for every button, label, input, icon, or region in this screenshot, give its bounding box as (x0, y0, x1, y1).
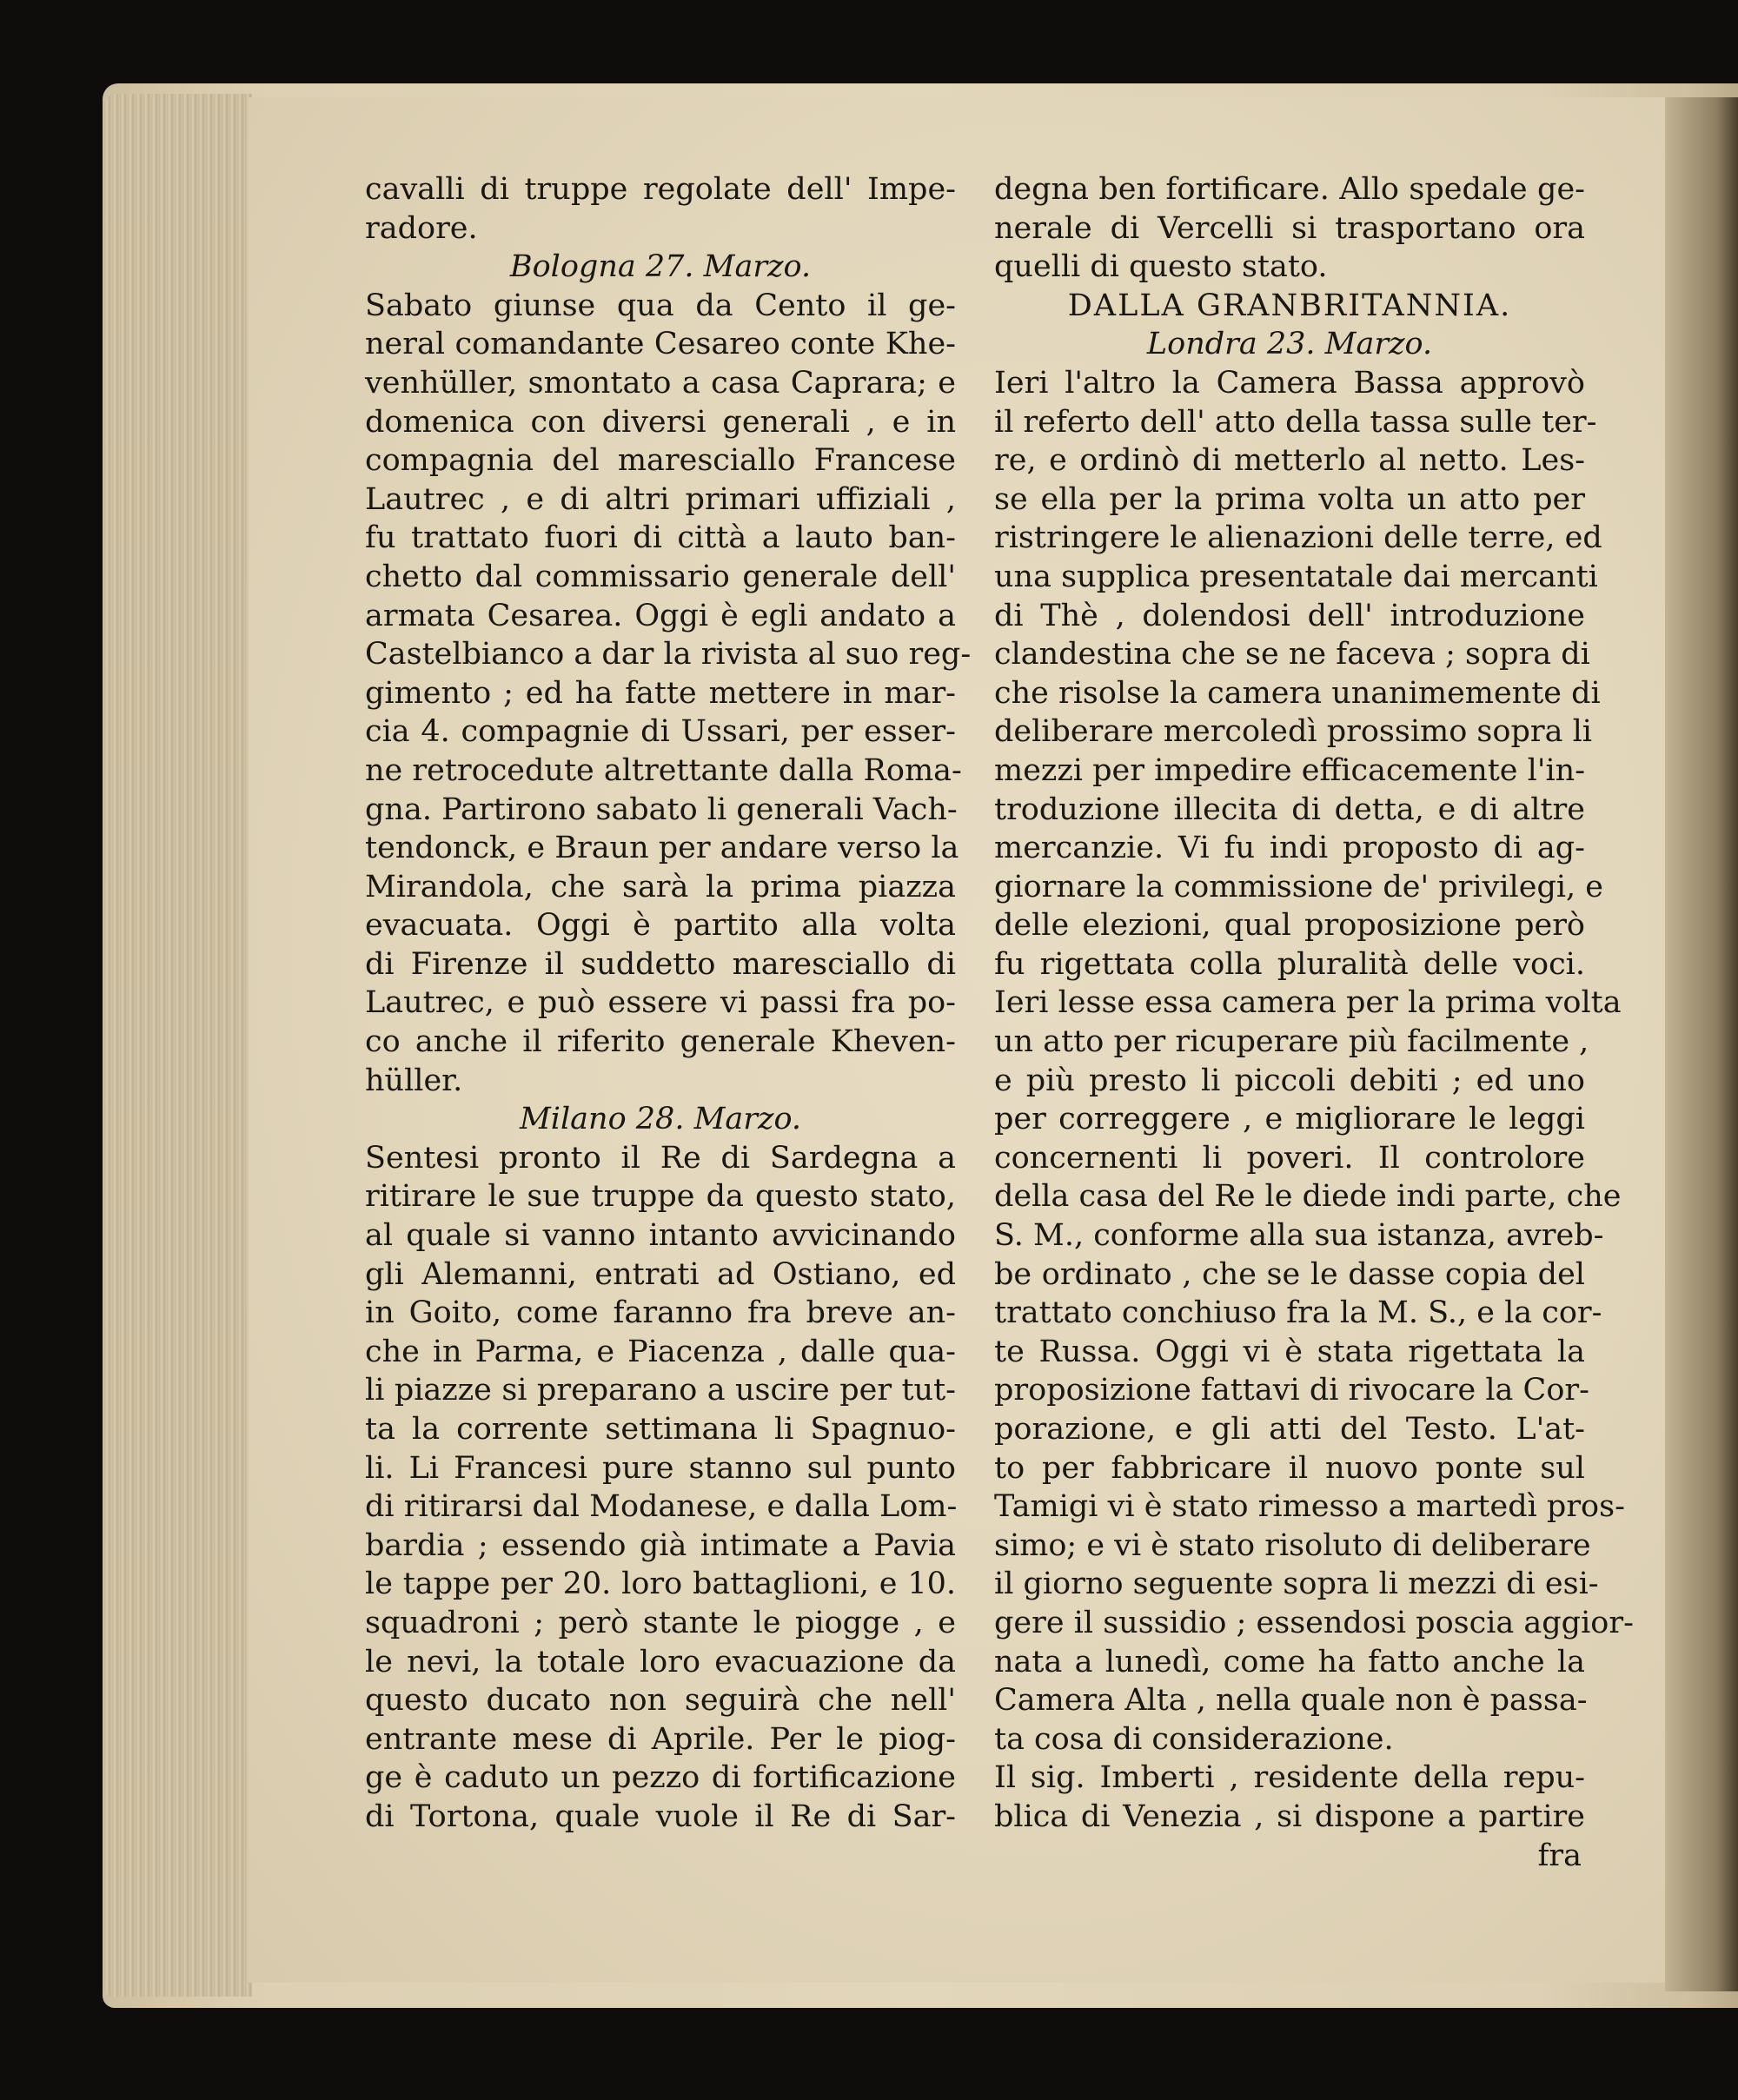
text-line: co anche il riferito generale Kheven- (365, 1024, 956, 1060)
page-edges (104, 94, 252, 1997)
text-line: venhüller, smontato a casa Caprara; e (365, 365, 956, 401)
text-line: che risolse la camera unanimemente di (994, 675, 1601, 711)
text-line: Sentesi pronto il Re di Sardegna a (365, 1140, 956, 1176)
text-line: le tappe per 20. loro battaglioni, e 10. (365, 1567, 956, 1602)
text-line: Mirandola, che sarà la prima piazza (365, 869, 956, 904)
text-line: troduzione illecita di detta, e di altre (994, 792, 1585, 827)
text-line: Lautrec, e può essere vi passi fra po- (365, 985, 956, 1021)
text-line: chetto dal commissario generale dell' (365, 559, 956, 594)
text-line: un atto per ricuperare più facilmente , (994, 1024, 1589, 1060)
text-line: concernenti li poveri. Il controlore (994, 1140, 1585, 1176)
text-line: questo ducato non seguirà che nell' (365, 1683, 956, 1719)
dateline: Milano 28. Marzo. (519, 1102, 802, 1137)
text-line: fu rigettata colla pluralità delle voci. (994, 946, 1585, 982)
text-line: cavalli di truppe regolate dell' Impe- (365, 172, 956, 207)
right-column (994, 170, 1634, 1875)
text-line: evacuata. Oggi è partito alla volta (365, 908, 956, 944)
text-line: nata a lunedì, come ha fatto anche la (994, 1644, 1585, 1679)
text-line: simo; e vi è stato risoluto di deliberare (994, 1527, 1591, 1563)
text-line: e più presto li piccoli debiti ; ed uno (994, 1063, 1585, 1098)
text-line: entrante mese di Aprile. Per le piog- (365, 1721, 956, 1757)
text-line: Lautrec , e di altri primari uffiziali , (365, 481, 956, 517)
text-line: della casa del Re le diede indi parte, che (994, 1179, 1622, 1215)
text-line: il referto dell' atto della tassa sulle ter- (994, 404, 1597, 440)
text-line: se ella per la prima volta un atto per (994, 481, 1585, 517)
text-line: Ieri lesse essa camera per la prima volta (994, 985, 1622, 1021)
text-line: re, e ordinò di metterlo al netto. Les- (994, 443, 1585, 479)
text-line: deliberare mercoledì prossimo sopra li (994, 714, 1592, 750)
text-line: di Tortona, quale vuole il Re di Sar- (365, 1799, 956, 1834)
text-line: di ritirarsi dal Modanese, e dalla Lom- (365, 1489, 958, 1525)
text-line: porazione, e gli atti del Testo. L'at- (994, 1412, 1585, 1447)
text-line: Castelbianco a dar la rivista al suo reg- (365, 637, 972, 672)
text-line: Tamigi vi è stato rimesso a martedì pros- (994, 1489, 1625, 1525)
text-line: be ordinato , che se le dasse copia del (994, 1256, 1585, 1292)
text-line: quelli di questo stato. (994, 249, 1328, 285)
text-line: hüller. (365, 1063, 463, 1098)
text-line: li. Li Francesi pure stanno sul punto (365, 1450, 956, 1486)
text-line: una supplica presentatale dai mercanti (994, 559, 1598, 594)
dateline: Bologna 27. Marzo. (509, 249, 812, 285)
text-line: domenica con diversi generali , e in (365, 404, 956, 440)
text-line: squadroni ; però stante le piogge , e (365, 1605, 956, 1640)
text-line: il giorno seguente sopra li mezzi di esi- (994, 1567, 1599, 1602)
text-line: gli Alemanni, entrati ad Ostiano, ed (365, 1256, 956, 1292)
text-line: neral comandante Cesareo conte Khe- (365, 327, 956, 362)
text-line: armata Cesarea. Oggi è egli andato a (365, 598, 956, 633)
text-line: gere il sussidio ; essendosi poscia aggior- (994, 1605, 1634, 1640)
text-line: fu trattato fuori di città a lauto ban- (365, 520, 956, 556)
dateline: Londra 23. Marzo. (1146, 327, 1433, 362)
text-line: nerale di Vercelli si trasportano ora (994, 210, 1585, 246)
text-line: delle elezioni, qual proposizione però (994, 908, 1585, 944)
text-line: gimento ; ed ha fatte mettere in mar- (365, 675, 956, 711)
text-line: tendonck, e Braun per andare verso la (365, 831, 959, 866)
text-line: ta la corrente settimana li Spagnuo- (365, 1412, 956, 1447)
text-line: di Thè , dolendosi dell' introduzione (994, 598, 1585, 633)
text-line: Il sig. Imberti , residente della repu- (994, 1760, 1585, 1796)
text-line: per correggere , e migliorare le leggi (994, 1102, 1585, 1137)
text-line: ge è caduto un pezzo di fortificazione (365, 1760, 956, 1796)
text-line: ta cosa di considerazione. (994, 1721, 1394, 1757)
text-line: in Goito, come faranno fra breve an- (365, 1295, 956, 1331)
text-line: S. M., conforme alla sua istanza, avreb- (994, 1218, 1604, 1254)
section-heading: DALLA GRANBRITANNIA. (1067, 288, 1512, 323)
text-line: blica di Venezia , si dispone a partire (994, 1799, 1585, 1834)
text-line: Ieri l'altro la Camera Bassa approvò (994, 365, 1585, 401)
text-line: mercanzie. Vi fu indi proposto di ag- (994, 831, 1585, 866)
text-line: gna. Partirono sabato li generali Vach- (365, 792, 958, 827)
text-line: le nevi, la totale loro evacuazione da (365, 1644, 956, 1679)
text-line: al quale si vanno intanto avvicinando (365, 1218, 956, 1254)
text-line: Sabato giunse qua da Cento il ge- (365, 288, 956, 323)
text-line: mezzi per impedire efficacemente l'in- (994, 752, 1586, 788)
catchword: fra (1537, 1838, 1582, 1873)
text-line: bardia ; essendo già intimate a Pavia (365, 1527, 956, 1563)
text-line: compagnia del maresciallo Francese (365, 443, 956, 479)
text-line: to per fabbricare il nuovo ponte sul (994, 1450, 1585, 1486)
text-line: ritirare le sue truppe da questo stato, (365, 1179, 956, 1215)
text-line: ne retrocedute altrettante dalla Roma- (365, 752, 962, 788)
text-line: trattato conchiuso fra la M. S., e la cor- (994, 1295, 1602, 1331)
text-line: clandestina che se ne faceva ; sopra di (994, 637, 1590, 672)
page-gutter-shadow (1665, 97, 1738, 1991)
text-line: che in Parma, e Piacenza , dalle qua- (365, 1334, 956, 1369)
text-line: giornare la commissione de' privilegi, e (994, 869, 1604, 904)
text-line: Camera Alta , nella quale non è passa- (994, 1683, 1588, 1719)
text-line: degna ben fortificare. Allo spedale ge- (994, 172, 1585, 207)
text-line: di Firenze il suddetto maresciallo di (365, 946, 956, 982)
text-line: proposizione fattavi di rivocare la Cor- (994, 1373, 1589, 1408)
text-line: li piazze si preparano a uscire per tut- (365, 1373, 956, 1408)
text-line: cia 4. compagnie di Ussari, per esser- (365, 714, 956, 750)
text-line: ristringere le alienazioni delle terre, ed (994, 520, 1602, 556)
text-line: te Russa. Oggi vi è stata rigettata la (994, 1334, 1585, 1369)
text-line: radore. (365, 210, 478, 246)
left-column (365, 170, 972, 1837)
